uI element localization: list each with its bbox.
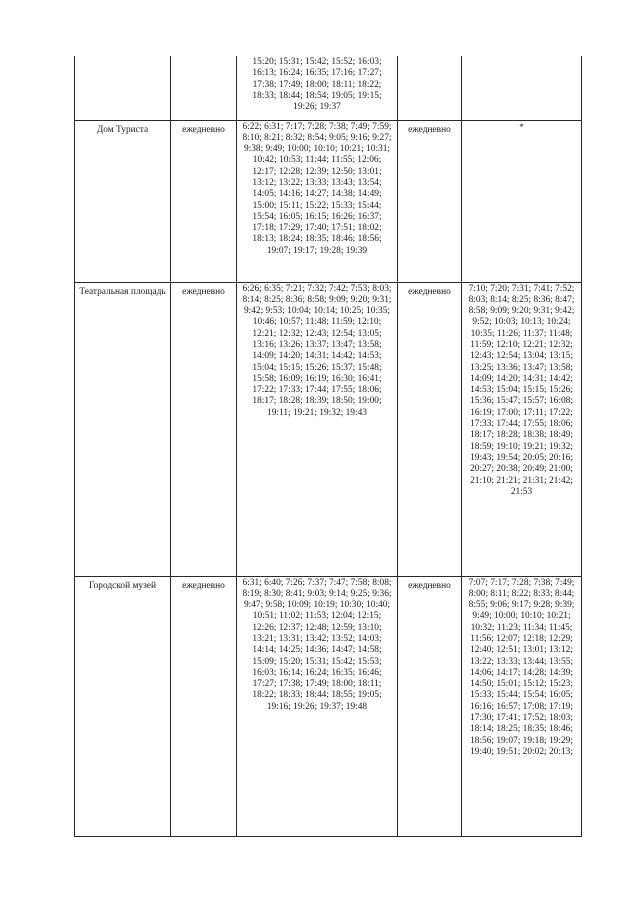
frequency-cell: ежедневно <box>171 120 237 282</box>
table-row <box>75 120 582 282</box>
frequency-cell: ежедневно <box>398 576 462 836</box>
scan-mark: * <box>519 121 524 132</box>
frequency-cell: ежедневно <box>398 120 462 282</box>
frequency-cell: ежедневно <box>171 282 237 576</box>
schedule-table <box>74 56 582 837</box>
frequency-cell: ежедневно <box>171 576 237 836</box>
table-row <box>75 56 582 120</box>
departure-times-cell: 7:07; 7:17; 7:28; 7:38; 7:49; 8:00; 8:11; 8:22; 8:33; 8:44; 8:55; 9:06; 9:17; 9:28; 9:39; 9:49; 10:00; 10:10; 10:21; 10:32; 11:23; 11:34; 11:45; 11:56; 12:07; 12:18; 12:29; 12:40; 12:51; 13:01; 13:12; 13:22; 13:33; 13:44; 13:55; 14:06; 14:17; 14:28; 14:39; 14:50; 15:01; 15:12; 15:23; 15:33; 15:44; 15:54; 16:05; 16:16; 16:57; 17:08; 17:19; 17:30; 17:41; 17:52; 18:03; 18:14; 18:25; 18:35; 18:46; 18:56; 19:07; 19:18; 19:29; 19:40; 19:51; 20:02; 20:13; <box>462 576 582 836</box>
stop-name-cell: Дом Туриста <box>75 120 171 282</box>
departure-times-cell <box>462 56 582 120</box>
departure-times-cell: 6:31; 6:40; 7:26; 7:37; 7:47; 7:58; 8:08; 8:19; 8:30; 8:41; 9:03; 9:14; 9:25; 9:36; 9:47; 9:58; 10:09; 10:19; 10:30; 10:40; 10:51; 11:02; 11:53; 12:04; 12:15; 12:26; 12:37; 12:48; 12:59; 13:10; 13:21; 13:31; 13:42; 13:52; 14:03; 14:14; 14:25; 14:36; 14:47; 14:58; 15:09; 15:20; 15:31; 15:42; 15:53; 16:03; 16:14; 16:24; 16:35; 16:46; 17:27; 17:38; 17:49; 18:00; 18:11; 18:22; 18:33; 18:44; 18:55; 19:05; 19:16; 19:26; 19:37; 19:48 <box>237 576 398 836</box>
table-row <box>75 576 582 836</box>
departure-times-cell: 6:22; 6:31; 7:17; 7:28; 7:38; 7:49; 7:59; 8:10; 8:21; 8:32; 8:54; 9:05; 9:16; 9:27; 9:38; 9:49; 10:00; 10:10; 10:21; 10:31; 10:42; 10:53; 11:44; 11:55; 12:06; 12:17; 12:28; 12:39; 12:50; 13:01; 13:12; 13:22; 13:33; 13:43; 13:54; 14:05; 14:16; 14:27; 14:38; 14:49; 15:00; 15:11; 15:22; 15:33; 15:44; 15:54; 16:05; 16:15; 16:26; 16:37; 17:18; 17:29; 17:40; 17:51; 18:02; 18:13; 18:24; 18:35; 18:46; 18:56; 19:07; 19:17; 19:28; 19:39 <box>237 120 398 282</box>
departure-times-cell: 15:20; 15:31; 15:42; 15:52; 16:03; 16:13; 16:24; 16:35; 17:16; 17:27; 17:38; 17:49; 18:00; 18:11; 18:22; 18:33; 18:44; 18:54; 19:05; 19:15; 19:26; 19:37 <box>237 56 398 120</box>
stop-name-cell: Театральная площадь <box>75 282 171 576</box>
frequency-cell: ежедневно <box>398 282 462 576</box>
table-row <box>75 282 582 576</box>
stop-name-cell <box>75 56 171 120</box>
frequency-cell <box>398 56 462 120</box>
departure-times-cell: 7:10; 7:20; 7:31; 7:41; 7:52; 8:03; 8:14; 8:25; 8:36; 8:47; 8:58; 9:09; 9:20; 9:31; 9:42; 9:52; 10:03; 10:13; 10:24; 10:35; 11:26; 11:37; 11:48; 11:59; 12:10; 12:21; 12:32; 12:43; 12:54; 13:04; 13:15; 13:25; 13:36; 13:47; 13:58; 14:09; 14:20; 14:31; 14:42; 14:53; 15:04; 15:15; 15:26; 15:36; 15:47; 15:57; 16:08; 16:19; 17:00; 17:11; 17:22; 17:33; 17:44; 17:55; 18:06; 18:17; 18:28; 18:38; 18:49; 18:59; 19:10; 19:21; 19:32; 19:43; 19:54; 20:05; 20:16; 20:27; 20:38; 20:49; 21:00; 21:10; 21:21; 21:31; 21:42; 21:53 <box>462 282 582 576</box>
frequency-cell <box>171 56 237 120</box>
stop-name-cell: Городской музей <box>75 576 171 836</box>
departure-times-cell: 6:26; 6:35; 7:21; 7:32; 7:42; 7:53; 8:03; 8:14; 8:25; 8:36; 8:58; 9:09; 9:20; 9:31; 9:42; 9:53; 10:04; 10:14; 10:25; 10:35; 10:46; 10:57; 11:48; 11:59; 12:10; 12:21; 12:32; 12:43; 12:54; 13:05; 13:16; 13:26; 13:37; 13:47; 13:58; 14:09; 14:20; 14:31; 14:42; 14:53; 15:04; 15:15; 15:26; 15:37; 15:48; 15:58; 16:09; 16:19; 16:30; 16:41; 17:22; 17:33; 17:44; 17:55; 18:06; 18:17; 18:28; 18:39; 18:50; 19:00; 19:11; 19:21; 19:32; 19:43 <box>237 282 398 576</box>
